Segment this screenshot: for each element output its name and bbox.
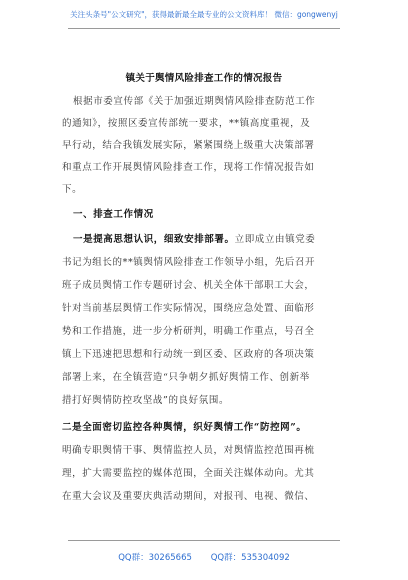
footer-qq-group-1: QQ群：30265665 [118,553,192,563]
header-notice: 关注头条号"公文研究"，获得最新最全最专业的公文资料库！ 微信：gongwenyj [70,10,338,19]
paragraph-text: 立即成立由镇党委 [234,234,316,245]
paragraph-line: 势和工作措施，进一步分析研判，明确工作重点，号召全 [62,326,315,337]
paragraph-line: 理，扩大需要监控的媒体范围，全面关注媒体动向。尤其 [62,468,315,479]
footer-qq-group-2: QQ群：535304092 [210,553,290,563]
paragraph-line: 部署上来，在全镇营造“只争朝夕抓好舆情工作、创新举 [62,372,310,383]
paragraph-line: 明确专职舆情干事、舆情监控人员，对舆情监控范围再梳 [62,445,315,456]
intro-line: 的通知》，按照区委宣传部统一要求，**镇高度重视，及 [62,118,311,129]
paragraph-lead: 二是全面密切监控各种舆情，织好舆情工作“防控网”。 [62,422,307,433]
paragraph-line: 镇上下迅速把思想和行动统一到区委、区政府的各项决策 [62,349,315,360]
footer-divider [68,540,340,541]
paragraph-line: 班子成员舆情工作专题研讨会、机关全体干部职工大会， [62,280,315,291]
header-divider [68,28,340,29]
intro-line: 和重点工作开展舆情风险排查工作，现将工作情况报告如 [62,162,315,173]
paragraph-first-line [73,234,315,246]
footer-contact [0,551,408,563]
paragraph-line: 在重大会议及重要庆典活动期间，对报刊、电视、微信、 [62,491,315,502]
section-heading: 一、排查工作情况 [73,209,154,220]
intro-line: 下。 [62,184,83,195]
paragraph-lead: 一是提高思想认识，细致安排部署。 [73,234,235,245]
document-title: 镇关于舆情风险排查工作的情况报告 [125,73,283,84]
paragraph-line: 措打好舆情防控攻坚战”的良好氛围。 [62,395,230,406]
intro-line: 早行动，结合我镇发展实际，紧紧围绕上级重大决策部署 [62,140,315,151]
paragraph-line: 针对当前基层舆情工作实际情况，围绕应急处置、面临形 [62,303,315,314]
intro-line: 根据市委宣传部《关于加强近期舆情风险排查防范工作 [73,96,316,107]
paragraph-first-line [62,422,306,434]
paragraph-line: 书记为组长的**镇舆情风险排查工作领导小组，先后召开 [62,257,316,268]
